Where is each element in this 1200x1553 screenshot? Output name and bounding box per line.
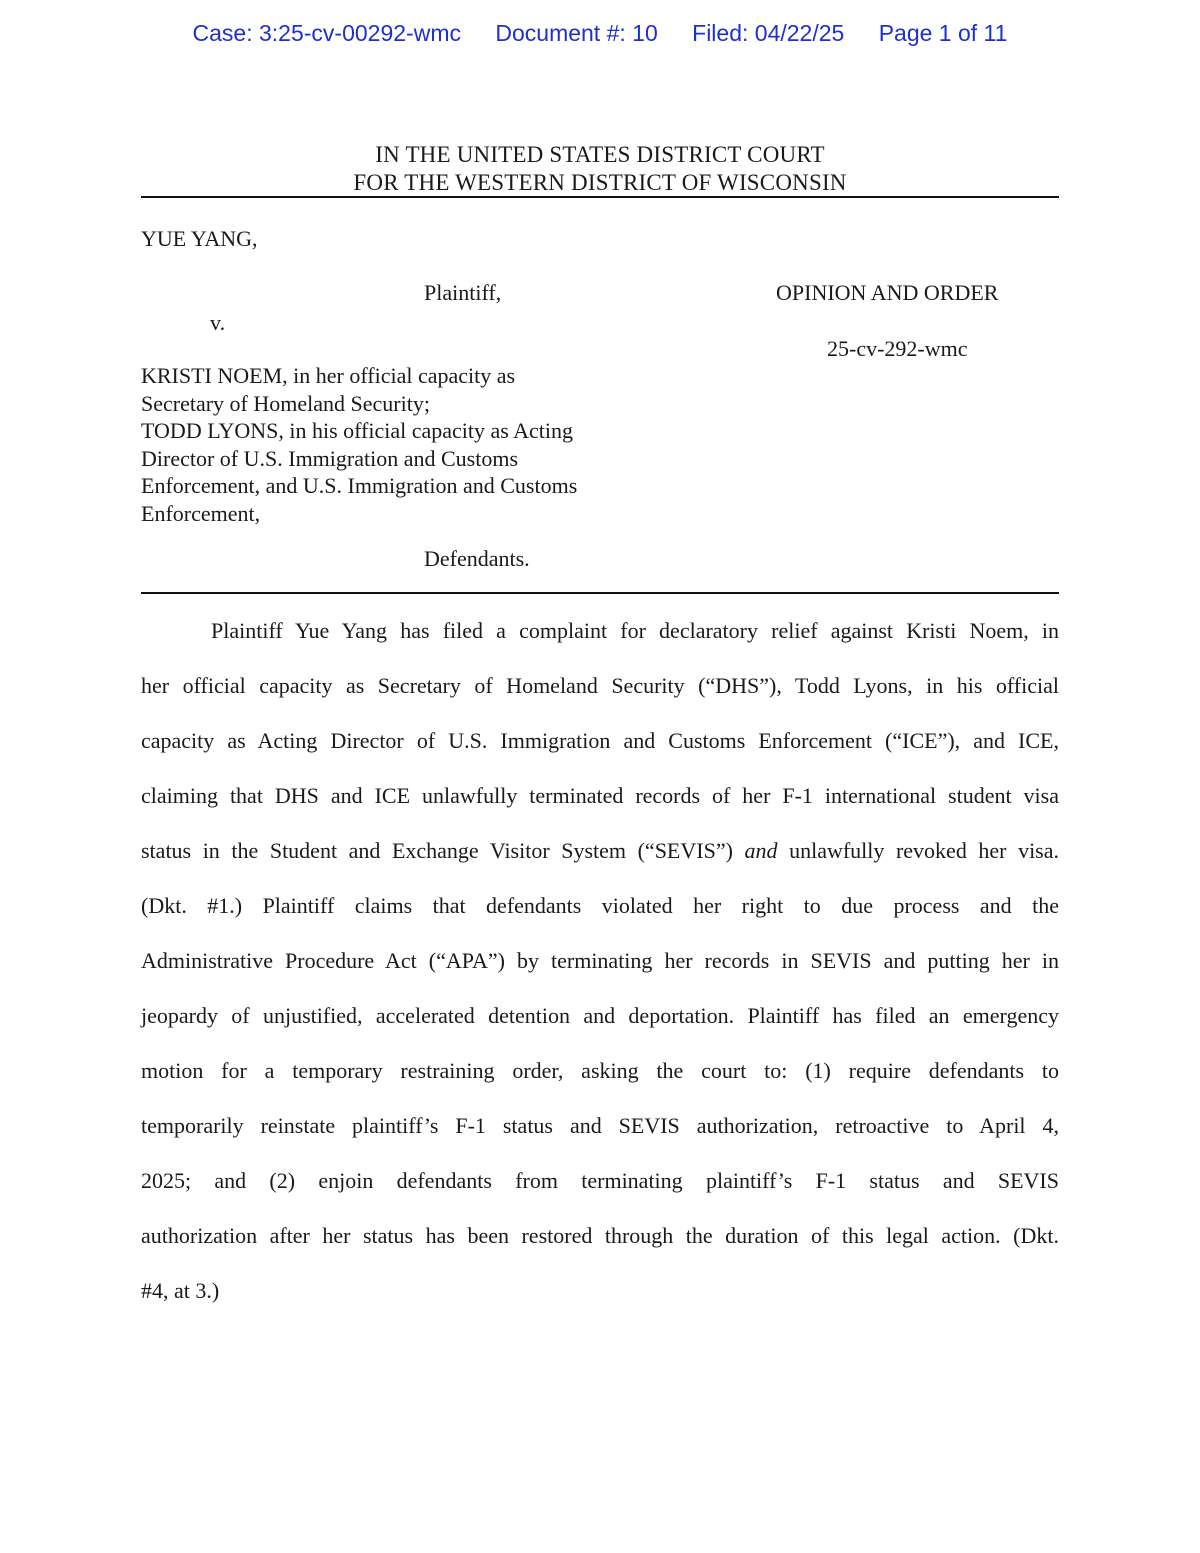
body-line: #4, at 3.) [141, 1278, 220, 1303]
body-line: authorization after her status has been restored through the duration of this legal action. (Dkt. [141, 1223, 1059, 1248]
defendant-line: Enforcement, [141, 500, 261, 526]
body-line: jeopardy of unjustified, accelerated detention and deportation. Plaintiff has filed an emergency [141, 1003, 1059, 1028]
ecf-filing-header [0, 20, 1200, 47]
body-line: motion for a temporary restraining order, asking the court to: (1) require defendants to [141, 1058, 1059, 1083]
caption-bottom-rule [141, 592, 1059, 594]
plaintiff-name: YUE YANG, [141, 226, 258, 251]
defendants-list [141, 362, 577, 527]
body-line: her official capacity as Secretary of Homeland Security (“DHS”), Todd Lyons, in his official [141, 673, 1059, 698]
defendant-line: Enforcement, and U.S. Immigration and Customs [141, 473, 578, 498]
body-line: capacity as Acting Director of U.S. Immigration and Customs Enforcement (“ICE”), and ICE, [141, 728, 1059, 753]
defendant-line: KRISTI NOEM, in her official capacity as [141, 363, 516, 388]
body-line: temporarily reinstate plaintiff’s F-1 status and SEVIS authorization, retroactive to April 4, [141, 1113, 1059, 1138]
defendant-line: Secretary of Homeland Security; [141, 390, 430, 416]
ecf-case-number: Case: 3:25-cv-00292-wmc [192, 20, 461, 46]
defendant-line: Director of U.S. Immigration and Customs [141, 445, 519, 471]
plaintiff-role: Plaintiff, [424, 280, 502, 305]
court-title [0, 141, 1200, 197]
defendant-line: TODD LYONS, in his official capacity as Acting [141, 418, 574, 443]
ecf-filed-date: Filed: 04/22/25 [692, 20, 845, 46]
defendants-role: Defendants. [424, 546, 530, 571]
body-line: claiming that DHS and ICE unlawfully terminated records of her F-1 international student visa [141, 783, 1059, 808]
body-text-segment: unlawfully revoked her visa. [789, 838, 1060, 863]
case-number: 25-cv-292-wmc [827, 336, 968, 361]
body-line [141, 823, 1059, 878]
body-line: (Dkt. #1.) Plaintiff claims that defendants violated her right to due process and the [141, 893, 1059, 918]
opinion-body-paragraph [141, 603, 1059, 1318]
court-title-line-1: IN THE UNITED STATES DISTRICT COURT [375, 142, 825, 167]
body-text-segment: status in the Student and Exchange Visitor System (“SEVIS”) [141, 838, 733, 863]
ecf-page-number: Page 1 of 11 [878, 20, 1008, 46]
body-line: Plaintiff Yue Yang has filed a complaint for declaratory relief against Kristi Noem, in [211, 618, 1059, 643]
caption-top-rule [141, 196, 1059, 198]
versus-label: v. [210, 310, 226, 335]
court-title-line-2: FOR THE WESTERN DISTRICT OF WISCONSIN [353, 170, 847, 195]
document-type-heading: OPINION AND ORDER [776, 280, 999, 305]
body-line: 2025; and (2) enjoin defendants from terminating plaintiff’s F-1 status and SEVIS [141, 1168, 1059, 1193]
ecf-document-number: Document #: 10 [495, 20, 658, 46]
emphasized-word: and [744, 838, 778, 863]
body-line: Administrative Procedure Act (“APA”) by terminating her records in SEVIS and putting her in [141, 948, 1059, 973]
